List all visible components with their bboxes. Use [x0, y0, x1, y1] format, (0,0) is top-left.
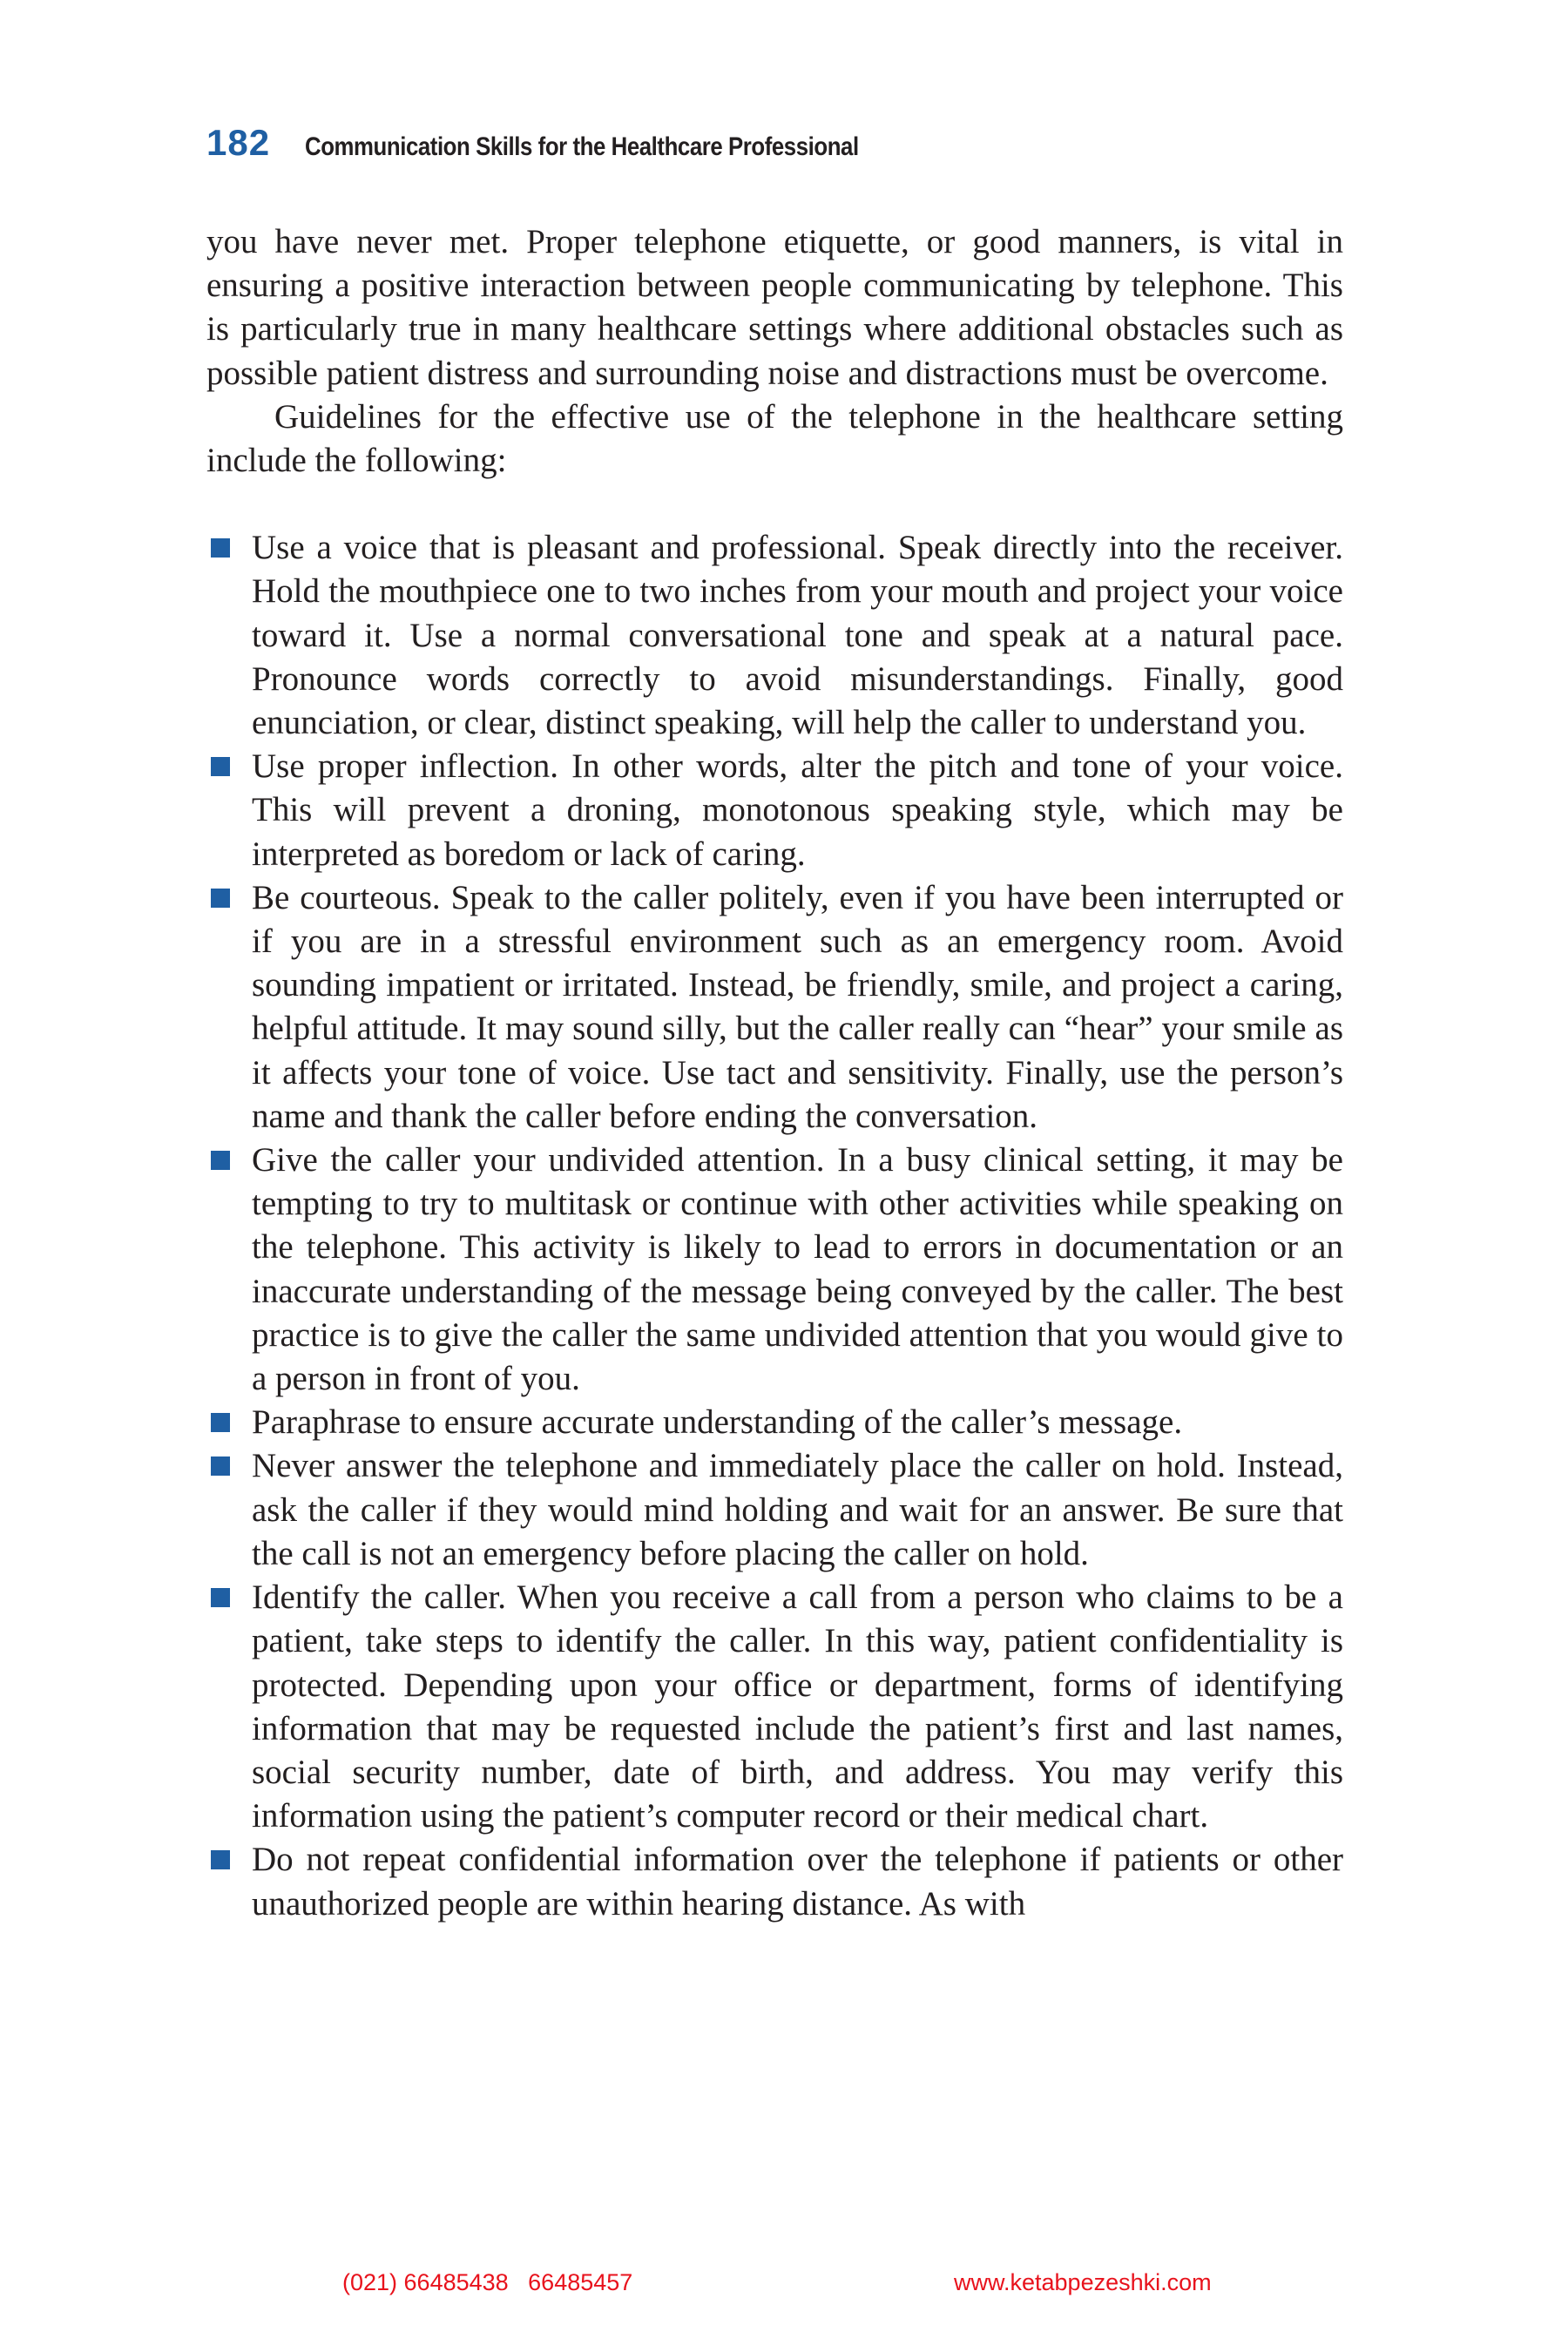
page-number: 182	[206, 122, 271, 163]
main-text	[206, 220, 1343, 1926]
list-item	[206, 1576, 1343, 1838]
square-bullet-icon	[211, 889, 230, 908]
page-footer	[0, 2269, 1568, 2304]
list-item	[206, 526, 1343, 745]
paragraph-continuation: you have never met. Proper telephone etiquette, or good manners, is vital in ensuring a positive interaction between people communicating by telephone. This is particularly true in many healthcare settings where additional obstacles such as possible patient distress and surrounding noise and distractions must be overcome.	[206, 223, 1343, 392]
guidelines-list	[206, 526, 1343, 1926]
square-bullet-icon	[211, 1456, 230, 1476]
square-bullet-icon	[211, 1588, 230, 1607]
square-bullet-icon	[211, 757, 230, 776]
square-bullet-icon	[211, 1413, 230, 1432]
list-item	[206, 1444, 1343, 1576]
list-item-text: Use a voice that is pleasant and professional. Speak directly into the receiver. Hold the mouthpiece one to two inches from your mouth and project your voice toward it. Use a normal conversational tone and speak at a natural pace. Pronounce words correctly to avoid misunderstandings. Finally, good enunciation, or clear, distinct speaking, will help the caller to understand you.	[252, 529, 1343, 742]
list-item	[206, 1838, 1343, 1925]
list-item-text: Never answer the telephone and immediately place the caller on hold. Instead, ask the caller if they would mind holding and wait for an answer. Be sure that the call is not an emergency before placing the caller on hold.	[252, 1447, 1343, 1572]
list-item-text: Give the caller your undivided attention. In a busy clinical setting, it may be tempting to try to multitask or continue with other activities while speaking on the telephone. This activity is likely to lead to errors in documentation or an inaccurate understanding of the message being conveyed by the caller. The best practice is to give the caller the same undivided attention that you would give to a person in front of you.	[252, 1141, 1343, 1398]
running-title: Communication Skills for the Healthcare Professional	[305, 132, 859, 161]
list-item	[206, 1139, 1343, 1401]
page-header	[206, 122, 949, 174]
list-item-text: Identify the caller. When you receive a call from a person who claims to be a patient, take steps to identify the caller. In this way, patient confidentiality is protected. Depending upon your office or department, forms of identifying information that may be requested include the patient’s first and last names, social security number, date of birth, and address. You may verify this information using the patient’s computer record or their medical chart.	[252, 1578, 1343, 1835]
square-bullet-icon	[211, 1151, 230, 1170]
square-bullet-icon	[211, 1850, 230, 1869]
list-item-text: Do not repeat confidential information over the telephone if patients or other unauthorized people are within hearing distance. As with	[252, 1841, 1343, 1923]
list-item-text: Paraphrase to ensure accurate understanding of the caller’s message.	[252, 1403, 1183, 1442]
list-item-text: Use proper inflection. In other words, alter the pitch and tone of your voice. This will prevent a droning, monotonous speaking style, which may be interpreted as boredom or lack of caring.	[252, 747, 1343, 873]
footer-phone: (021) 66485438 66485457	[342, 2269, 633, 2295]
list-item	[206, 745, 1343, 876]
list-item	[206, 876, 1343, 1139]
paragraph-guidelines-intro: Guidelines for the effective use of the telephone in the healthcare setting include the following:	[206, 397, 1343, 480]
list-item	[206, 1401, 1343, 1444]
square-bullet-icon	[211, 538, 230, 558]
footer-url[interactable]: www.ketabpezeshki.com	[954, 2269, 1212, 2295]
list-item-text: Be courteous. Speak to the caller politely, even if you have been interrupted or if you are in a stressful environment such as an emergency room. Avoid sounding impatient or irritated. Instead, be friendly, smile, and project a caring, helpful attitude. It may sound silly, but the caller really can “hear” your smile as it affects your tone of voice. Use tact and sensitivity. Finally, use the person’s name and thank the caller before ending the conversation.	[252, 878, 1343, 1135]
